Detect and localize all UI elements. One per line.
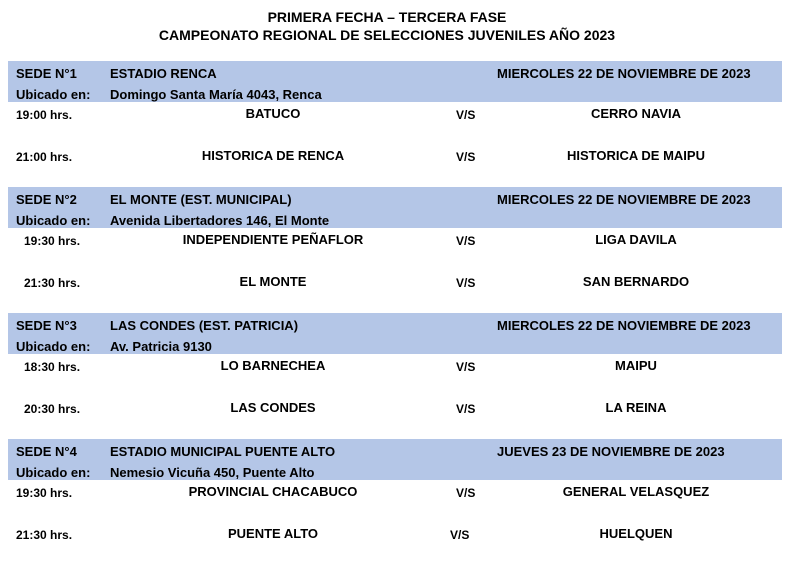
vs-label: V/S [456, 402, 476, 416]
home-team: INDEPENDIENTE PEÑAFLOR [182, 232, 364, 247]
match-date: MIERCOLES 22 DE NOVIEMBRE DE 2023 [497, 66, 751, 81]
ubicado-label: Ubicado en: [16, 339, 91, 354]
match-time: 20:30 hrs. [24, 402, 81, 416]
vs-label: V/S [456, 360, 476, 374]
home-team: LAS CONDES [230, 400, 316, 415]
away-team: LA REINA [605, 400, 667, 415]
away-team: GENERAL VELASQUEZ [562, 484, 710, 499]
match-time: 19:30 hrs. [24, 234, 81, 248]
vs-label: V/S [456, 486, 476, 500]
sede-label: SEDE N°2 [16, 192, 77, 207]
home-team: PROVINCIAL CHACABUCO [188, 484, 358, 499]
venue-address: Nemesio Vicuña 450, Puente Alto [110, 465, 315, 480]
away-team: CERRO NAVIA [590, 106, 682, 121]
sede-label: SEDE N°1 [16, 66, 77, 81]
vs-label: V/S [450, 528, 470, 542]
venue-block-3 [8, 313, 782, 438]
home-team: EL MONTE [239, 274, 307, 289]
venue-block-2 [8, 187, 782, 312]
away-team: HISTORICA DE MAIPU [567, 148, 705, 163]
venue-address: Av. Patricia 9130 [110, 339, 212, 354]
match-time: 19:00 hrs. [16, 108, 73, 122]
vs-label: V/S [456, 234, 476, 248]
ubicado-label: Ubicado en: [16, 465, 91, 480]
venue-address: Avenida Libertadores 146, El Monte [110, 213, 330, 228]
venue-address: Domingo Santa María 4043, Renca [110, 87, 322, 102]
match-time: 21:30 hrs. [24, 276, 81, 290]
ubicado-label: Ubicado en: [16, 213, 91, 228]
page-subtitle: CAMPEONATO REGIONAL DE SELECCIONES JUVENILES AÑO 2023 [158, 27, 616, 43]
stadium-name: ESTADIO MUNICIPAL PUENTE ALTO [110, 444, 336, 459]
stadium-name: LAS CONDES (EST. PATRICIA) [110, 318, 299, 333]
ubicado-label: Ubicado en: [16, 87, 91, 102]
match-time: 19:30 hrs. [16, 486, 73, 500]
match-time: 21:30 hrs. [16, 528, 73, 542]
match-date: MIERCOLES 22 DE NOVIEMBRE DE 2023 [497, 192, 751, 207]
vs-label: V/S [456, 276, 476, 290]
away-team: MAIPU [615, 358, 657, 373]
vs-label: V/S [456, 150, 476, 164]
away-team: HUELQUEN [599, 526, 673, 541]
venue-block-4 [8, 439, 782, 564]
match-time: 18:30 hrs. [24, 360, 81, 374]
match-date: JUEVES 23 DE NOVIEMBRE DE 2023 [497, 444, 725, 459]
away-team: SAN BERNARDO [582, 274, 690, 289]
home-team: HISTORICA DE RENCA [201, 148, 345, 163]
page-title: PRIMERA FECHA – TERCERA FASE [267, 9, 507, 25]
sede-label: SEDE N°4 [16, 444, 77, 459]
match-date: MIERCOLES 22 DE NOVIEMBRE DE 2023 [497, 318, 751, 333]
home-team: LO BARNECHEA [220, 358, 326, 373]
home-team: BATUCO [245, 106, 301, 121]
away-team: LIGA DAVILA [595, 232, 677, 247]
stadium-name: EL MONTE (EST. MUNICIPAL) [110, 192, 292, 207]
vs-label: V/S [456, 108, 476, 122]
stadium-name: ESTADIO RENCA [110, 66, 217, 81]
venue-block-1 [8, 61, 782, 186]
home-team: PUENTE ALTO [227, 526, 319, 541]
match-time: 21:00 hrs. [16, 150, 73, 164]
sede-label: SEDE N°3 [16, 318, 77, 333]
